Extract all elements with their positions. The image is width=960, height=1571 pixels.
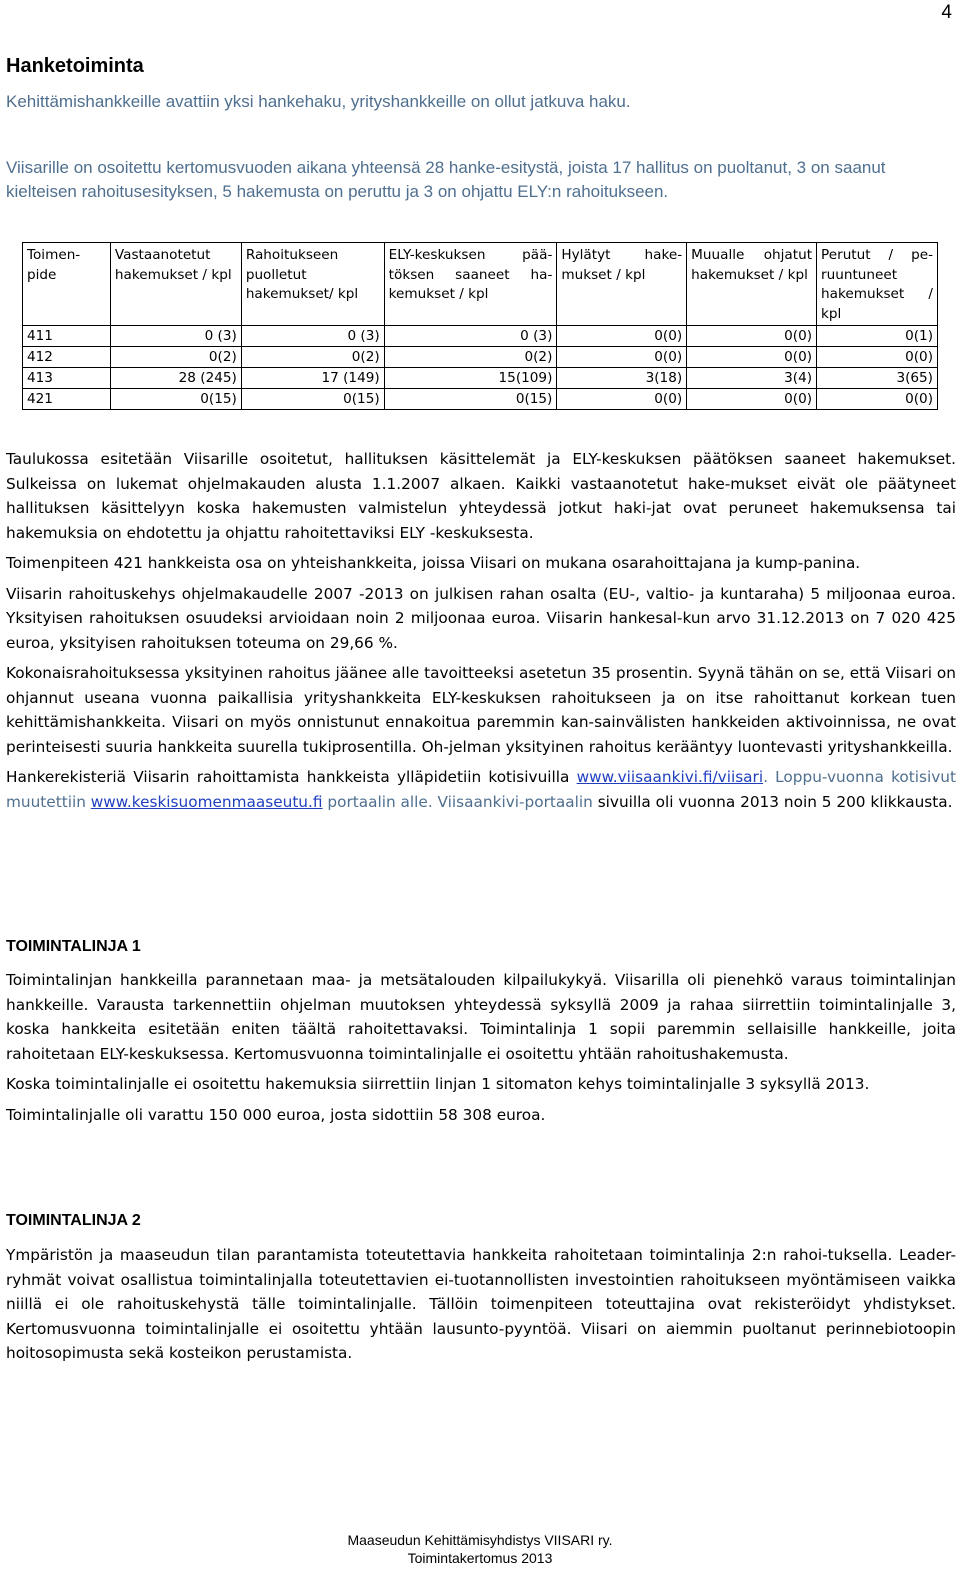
paragraph xyxy=(6,765,956,814)
table-cell: 0(0) xyxy=(687,389,817,410)
table-cell: 3(18) xyxy=(557,368,687,389)
table-cell: 3(4) xyxy=(687,368,817,389)
table-cell: 411 xyxy=(23,326,111,347)
table-cell: 0(0) xyxy=(687,326,817,347)
header-cell: Toimen-pide xyxy=(23,243,111,326)
paragraph: Taulukossa esitetään Viisarille osoitetut, hallituksen käsittelemät ja ELY-keskuksen päätöksen saaneet hakemukset. Sulkeissa on lukemat ohjelmakauden alusta 1.1.2007 alkaen. Kaikki vastaanotetut hake-mukset eivät ole päätyneet hallituksen käsittelyyn koska hakemusten valmistelun yhteydessä jotkut haki-jat ovat peruneet hakemuksensa tai hakemuksia on ehdotettu ja ohjattu rahoitettaviksi ELY -keskuksesta. xyxy=(6,450,956,542)
table-cell: 0 (3) xyxy=(384,326,557,347)
footer xyxy=(0,1531,960,1567)
paragraph: Toimintalinjalle oli varattu 150 000 euroa, josta sidottiin 58 308 euroa. xyxy=(6,1105,546,1124)
paragraph: Toimenpiteen 421 hankkeista osa on yhteishankkeita, joissa Viisari on mukana osarahoittajana ja kump-panina. xyxy=(6,554,861,572)
table-cell: 0(0) xyxy=(817,347,938,368)
applications-table xyxy=(22,242,938,410)
header-cell: Muualle ohjatut hakemukset / kpl xyxy=(687,243,817,326)
paragraph: Koska toimintalinjalle ei osoitettu hakemuksia siirrettiin linjan 1 sitomaton kehys toimintalinjalle 3 syksyllä 2013. xyxy=(6,1075,870,1093)
table-cell: 0(2) xyxy=(384,347,557,368)
table-cell: 15(109) xyxy=(384,368,557,389)
header-cell: ELY-keskuksen pää-töksen saaneet ha-kemukset / kpl xyxy=(384,243,557,326)
page-number: 4 xyxy=(941,2,952,23)
header-cell: Hylätyt hake-mukset / kpl xyxy=(557,243,687,326)
table-cell: 0(15) xyxy=(241,389,384,410)
table-cell: 0(0) xyxy=(557,347,687,368)
table-cell: 28 (245) xyxy=(110,368,241,389)
header-cell: Rahoitukseen puolletut hakemukset/ kpl xyxy=(241,243,384,326)
table-cell: 0(0) xyxy=(687,347,817,368)
table-row xyxy=(23,389,938,410)
header-cell: Vastaanotetut hakemukset / kpl xyxy=(110,243,241,326)
paragraph: Kokonaisrahoituksessa yksityinen rahoitus jäänee alle tavoitteeksi asetetun 35 prosentin. Syynä tähän on se, että Viisari on ohjannut useana vuonna paikallisia yrityshankkeita ELY-keskuksen rahoitukseen ja on itse rahoittanut korkean tuen kehittämishankkeita. Viisari on myös onnistunut ennakoitua paremmin kan-sainvälisten hankkeiden aktivoinnissa, ne ovat perinteisesti suuria hankkeita suurella tukiprosentilla. Oh-jelman yksityinen rahoitus kerääntyy luontevasti yrityshankkeilla. xyxy=(6,664,956,756)
table-cell: 421 xyxy=(23,389,111,410)
table-header-row xyxy=(23,243,938,326)
table-cell: 0(0) xyxy=(557,389,687,410)
table-cell: 0(15) xyxy=(110,389,241,410)
homepage-link[interactable]: www.viisaankivi.fi/viisari xyxy=(576,768,764,786)
table-cell: 412 xyxy=(23,347,111,368)
table-cell: 0(2) xyxy=(241,347,384,368)
table-cell: 0(1) xyxy=(817,326,938,347)
paragraph: Viisarin rahoituskehys ohjelmakaudelle 2007 -2013 on julkisen rahan osalta (EU-, valtio- ja kuntaraha) 5 miljoonaa euroa. Yksityisen rahoituksen osuudeksi arvioidaan noin 2 miljoonaa euroa. Viisarin hankesal-kun arvo 31.12.2013 on 7 020 425 euroa, yksityisen rahoituksen toteuma on 29,66 %. xyxy=(6,584,956,652)
footer-organization: Maaseudun Kehittämisyhdistys VIISARI ry. xyxy=(347,1532,613,1548)
paragraph-text: portaalin alle. Viisaankivi-portaalin xyxy=(322,792,598,811)
table-cell: 0(2) xyxy=(110,347,241,368)
table-row xyxy=(23,368,938,389)
table-row xyxy=(23,326,938,347)
table-cell: 17 (149) xyxy=(241,368,384,389)
header-cell: Perutut / pe-ruuntuneet hakemukset / kpl xyxy=(817,243,938,326)
table-row xyxy=(23,347,938,368)
paragraph-text: . Loppu-vuonna kotisivut muutettiin xyxy=(6,768,956,811)
table-cell: 0 (3) xyxy=(110,326,241,347)
paragraph-text: Hankerekisteriä Viisarin rahoittamista hankkeista ylläpidetiin kotisivuilla xyxy=(6,768,577,786)
intro-line: Kehittämishankkeille avattiin yksi hankehaku, yrityshankkeille on ollut jatkuva haku. xyxy=(6,92,631,111)
page-title: Hanketoiminta xyxy=(6,55,144,77)
section-text-block xyxy=(6,968,956,1133)
portal-link[interactable]: www.keskisuomenmaaseutu.fi xyxy=(90,792,323,811)
table-cell: 3(65) xyxy=(817,368,938,389)
paragraph-text: sivuilla oli vuonna 2013 noin 5 200 klikkausta. xyxy=(597,792,953,811)
paragraph: Toimintalinjan hankkeilla parannetaan maa- ja metsätalouden kilpailukykyä. Viisarilla oli pienehkö varaus toimintalinjan hankkeille. Varausta tarkennettiin ohjelman muutoksen yhteydessä syksyllä 2009 ja rahaa siirrettiin toimintalinjalle 3, koska hankkeita esitetään eniten täältä rahoitettavaksi. Toimintalinja 1 sopii paremmin sellaisille hankkeille, joita rahoitetaan ELY-keskuksessa. Kertomusvuonna toimintalinjalle ei osoitettu yhtään rahoitushakemusta. xyxy=(6,971,956,1063)
table-cell: 0 (3) xyxy=(241,326,384,347)
paragraph: Ympäristön ja maaseudun tilan parantamista toteutettavia hankkeita rahoitetaan toimintalinja 2:n rahoi-tuksella. Leader-ryhmät voivat osallistua toimintalinjalla toteutettavien ei-tuotannollisten investointien rahoitukseen myöntämiseen vaikka niillä ei ole rahoituskehystä tälle toimintalinjalle. Tällöin toimenpiteen toteuttajina ovat rekisteröidyt yhdistykset. Kertomusvuonna toimintalinjalle ei osoitettu yhtään lausunto-pyyntöä. Viisari on aiemmin puoltanut perinnebiotoopin hoitosopimusta sekä kosteikon perustamista. xyxy=(6,1246,956,1362)
table-cell: 0(15) xyxy=(384,389,557,410)
section-heading: TOIMINTALINJA 2 xyxy=(6,1212,141,1229)
section-heading: TOIMINTALINJA 1 xyxy=(6,938,141,955)
table-cell: 0(0) xyxy=(557,326,687,347)
footer-report-title: Toimintakertomus 2013 xyxy=(407,1550,553,1566)
table-cell: 413 xyxy=(23,368,111,389)
table-cell: 0(0) xyxy=(817,389,938,410)
intro-paragraph: Viisarille on osoitettu kertomusvuoden aikana yhteensä 28 hanke-esitystä, joista 17 hallitus on puoltanut, 3 on saanut kielteisen rahoitusesityksen, 5 hakemusta on peruttu ja 3 on ohjattu ELY:n rahoitukseen. xyxy=(6,158,886,201)
section-text-block xyxy=(6,1243,956,1372)
body-text-block xyxy=(6,447,956,820)
